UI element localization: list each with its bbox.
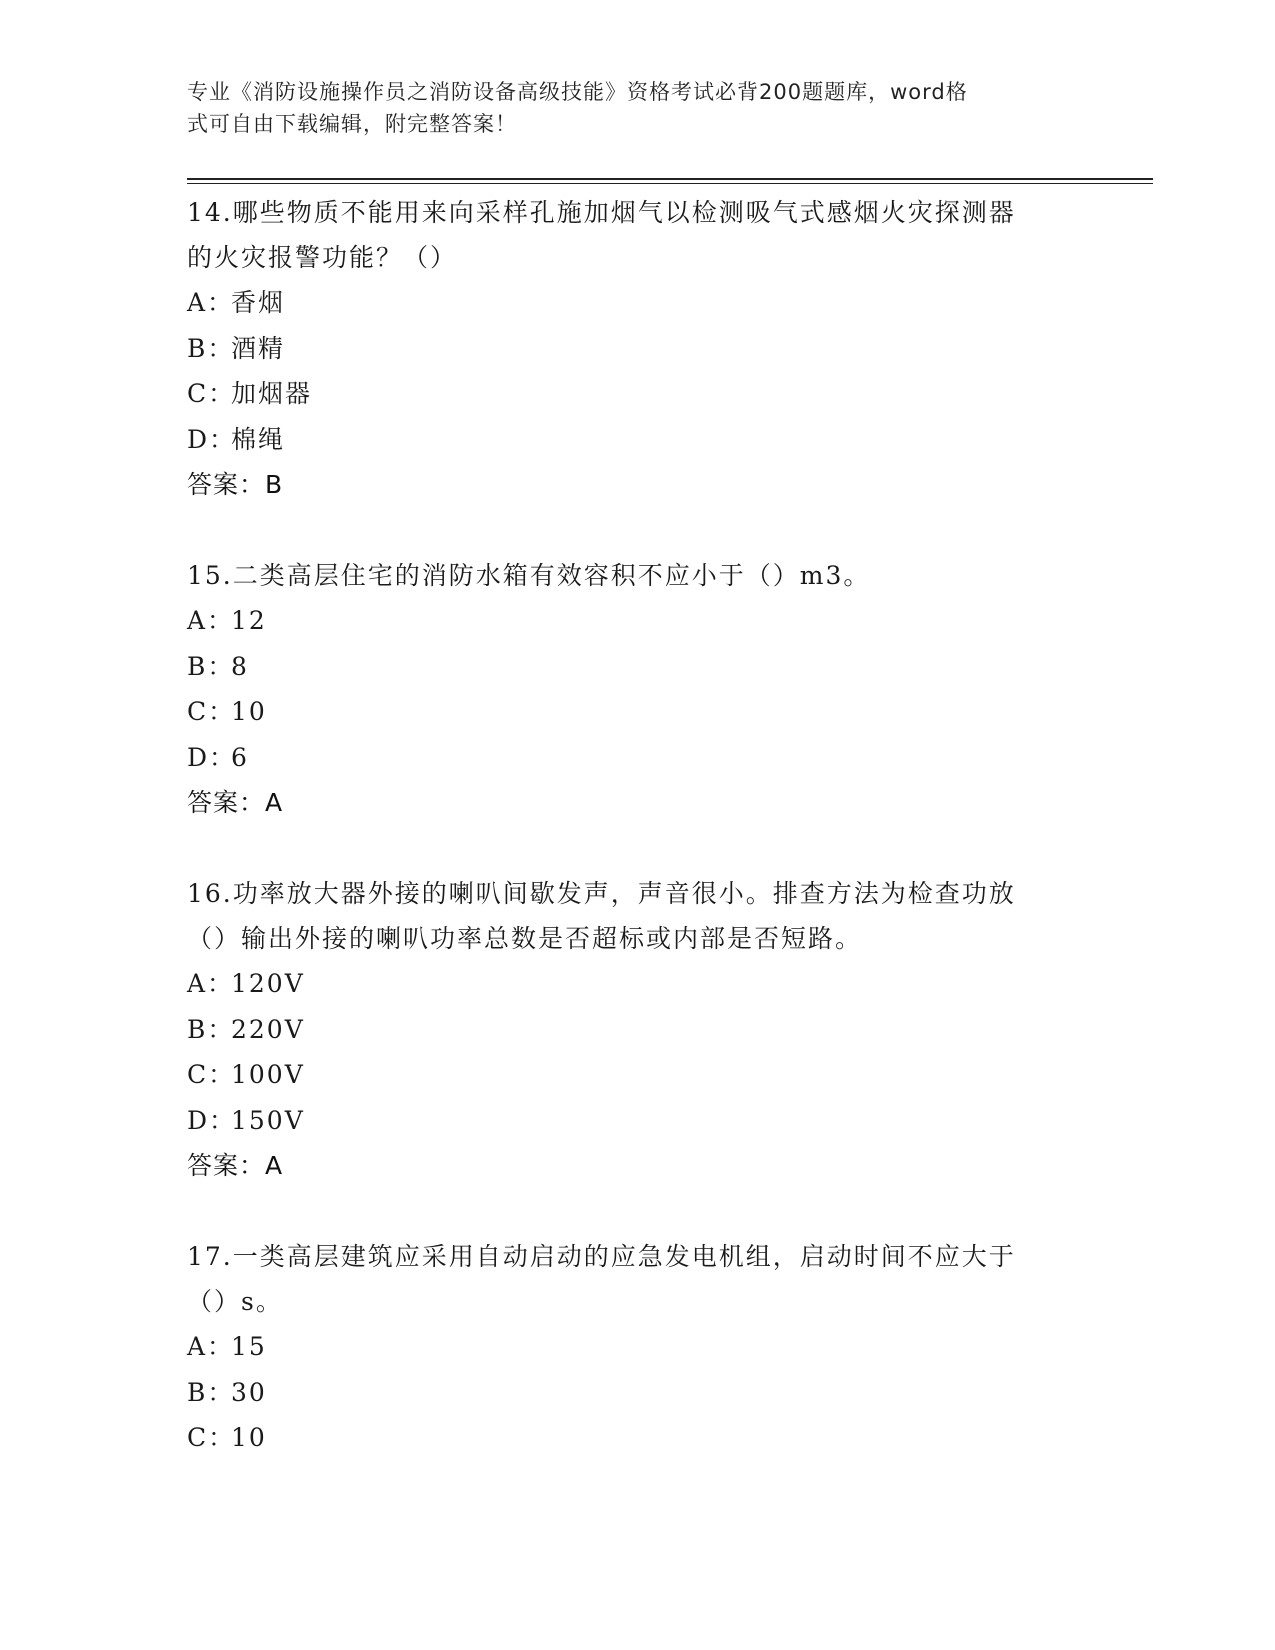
option-a bbox=[187, 1324, 1087, 1370]
option-text: 酒精 bbox=[231, 333, 286, 363]
answer-text: 答案：A bbox=[187, 1151, 284, 1180]
option-text: 12 bbox=[231, 606, 267, 635]
answer-text: 答案：A bbox=[187, 788, 284, 817]
option-b bbox=[187, 1370, 1087, 1416]
option-letter: C： bbox=[187, 379, 236, 408]
question-text-line: 15.二类高层住宅的消防水箱有效容积不应小于（）m3。 bbox=[187, 561, 871, 590]
option-c bbox=[187, 1052, 1087, 1098]
option-letter: A： bbox=[187, 606, 235, 635]
question-text-line: 的火灾报警功能？（） bbox=[187, 243, 458, 272]
question-15 bbox=[187, 553, 1087, 825]
option-text: 棉绳 bbox=[231, 424, 286, 454]
option-letter: C： bbox=[187, 1423, 236, 1452]
option-a bbox=[187, 961, 1087, 1007]
option-text: 150V bbox=[231, 1105, 305, 1135]
option-text: 8 bbox=[231, 651, 249, 681]
option-text: 220V bbox=[231, 1014, 305, 1044]
header-line-1: 专业《消防设施操作员之消防设备高级技能》资格考试必背200题题库，word格 bbox=[187, 80, 968, 104]
option-b bbox=[187, 644, 1087, 690]
question-16 bbox=[187, 871, 1087, 1188]
question-17 bbox=[187, 1234, 1087, 1461]
option-text: 香烟 bbox=[231, 288, 286, 317]
option-letter: B： bbox=[187, 1014, 235, 1044]
option-letter: D： bbox=[187, 742, 237, 772]
option-text: 30 bbox=[231, 1377, 267, 1407]
option-text: 100V bbox=[231, 1060, 305, 1089]
question-text-line: 17.一类高层建筑应采用自动启动的应急发电机组，启动时间不应大于 bbox=[187, 1242, 1016, 1271]
question-list bbox=[187, 190, 1087, 1507]
question-text-line: （）s。 bbox=[187, 1287, 283, 1316]
option-letter: A： bbox=[187, 969, 235, 998]
option-letter: D： bbox=[187, 1105, 237, 1135]
option-letter: B： bbox=[187, 1377, 235, 1407]
option-c bbox=[187, 371, 1087, 417]
question-text-line: 16.功率放大器外接的喇叭间歇发声，声音很小。排查方法为检查功放 bbox=[187, 879, 1016, 908]
question-14 bbox=[187, 190, 1087, 507]
option-letter: A： bbox=[187, 1332, 235, 1361]
option-letter: B： bbox=[187, 333, 235, 363]
option-c bbox=[187, 689, 1087, 735]
header-line-2: 式可自由下载编辑，附完整答案！ bbox=[187, 112, 517, 136]
option-text: 10 bbox=[231, 1423, 267, 1452]
option-letter: C： bbox=[187, 697, 236, 726]
header-divider-thin bbox=[187, 183, 1153, 184]
option-letter: C： bbox=[187, 1060, 236, 1089]
option-text: 120V bbox=[231, 969, 305, 998]
option-letter: D： bbox=[187, 424, 237, 454]
header-divider-thick bbox=[187, 178, 1153, 180]
option-a bbox=[187, 280, 1087, 326]
option-text: 加烟器 bbox=[231, 379, 313, 408]
option-d bbox=[187, 417, 1087, 463]
document-header bbox=[187, 76, 1087, 140]
option-text: 15 bbox=[231, 1332, 267, 1361]
question-text-line: 14.哪些物质不能用来向采样孔施加烟气以检测吸气式感烟火灾探测器 bbox=[187, 198, 1016, 227]
option-text: 6 bbox=[231, 742, 249, 772]
option-letter: A： bbox=[187, 288, 235, 317]
option-d bbox=[187, 735, 1087, 781]
option-c bbox=[187, 1415, 1087, 1461]
option-d bbox=[187, 1098, 1087, 1144]
option-letter: B： bbox=[187, 651, 235, 681]
option-a bbox=[187, 598, 1087, 644]
option-b bbox=[187, 1007, 1087, 1053]
question-text-line: （）输出外接的喇叭功率总数是否超标或内部是否短路。 bbox=[187, 924, 863, 953]
answer-text: 答案：B bbox=[187, 470, 284, 499]
option-text: 10 bbox=[231, 697, 267, 726]
option-b bbox=[187, 326, 1087, 372]
